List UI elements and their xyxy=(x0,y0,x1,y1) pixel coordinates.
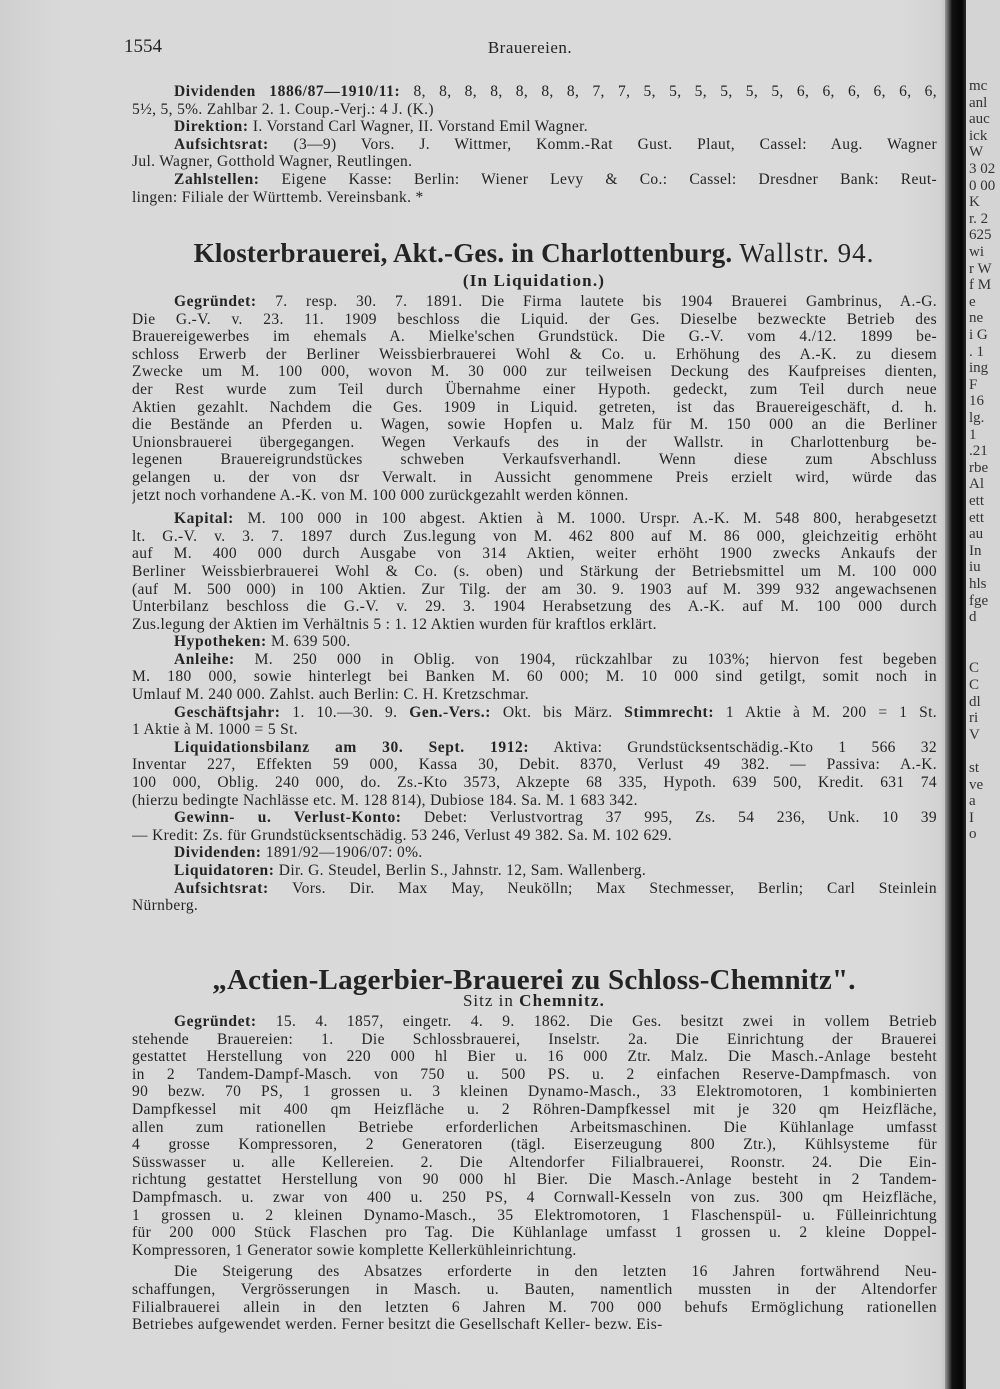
page-fragment: dl xyxy=(969,693,981,710)
page-fragment: wi xyxy=(969,244,984,260)
field-value: Okt. bis März. xyxy=(502,703,613,721)
field-value: Die Steigerung des Absatzes erforderte in den letzten 16 Jahren fortwährend Neu- xyxy=(174,1263,937,1281)
field-label: Gegründet: xyxy=(174,293,257,310)
text-line: Unterbilanz beschloss die G.-V. v. 29. 3. 1904 Herabsetzung des A.-K. auf M. 100 000 durch xyxy=(132,598,937,616)
paragraph-first-line xyxy=(132,880,937,898)
text-line: jetzt noch vorhandene A.-K. von M. 100 000 zurückgezahlt werden können. xyxy=(132,486,629,504)
field-label: Dividenden 1886/87—1910/11: xyxy=(174,83,401,100)
text-line: Umlauf M. 240 000. Zahlst. auch Berlin: C. H. Kretzschmar. xyxy=(132,686,529,704)
field-label: Stimmrecht: xyxy=(624,703,715,721)
paragraph-first-line xyxy=(132,171,937,189)
paragraph xyxy=(132,880,937,915)
page-fragment: ick xyxy=(969,127,988,144)
paragraph-first-line xyxy=(132,651,937,669)
section-subtitle-liquidation xyxy=(128,271,940,291)
paragraph-first-line xyxy=(132,844,937,862)
paragraph-first-line xyxy=(132,1263,937,1281)
text-line: Dampfkessel mit 400 qm Heizfläche u. 2 Röhren-Dampfkessel mit je 320 qm Heizfläche, xyxy=(132,1100,937,1118)
paragraph xyxy=(132,739,937,809)
paragraph xyxy=(132,1263,937,1333)
page-fragment: 1 xyxy=(969,426,977,443)
section-title-klosterbrauerei xyxy=(128,238,940,269)
adjacent-page-edge xyxy=(966,0,1000,1389)
field-label: Geschäftsjahr: xyxy=(174,703,281,721)
page-fragment: ri xyxy=(969,710,979,727)
page-fragment: In xyxy=(969,542,982,559)
text-line: 5½, 5, 5%. Zahlbar 2. 1. Coup.-Verj.: 4 J. (K.) xyxy=(132,100,434,118)
page-fragment: lg. xyxy=(969,410,985,426)
text-line: Inventar 227, Effekten 59 000, Kassa 30, Debit. 8370, Verlust 49 382. — Passiva: A.-K. xyxy=(132,756,937,774)
field-value: I. Vorstand Carl Wagner, II. Vorstand Emil Wagner. xyxy=(252,118,588,136)
text-line: 4 grosse Kompressoren, 2 Generatoren (tägl. Eiserzeugung 800 Ztr.), Kühlsysteme für xyxy=(132,1136,937,1154)
page-fragment: 3 02 xyxy=(969,161,996,177)
page-fragment: mc xyxy=(969,78,988,94)
paragraph-first-line xyxy=(132,1013,937,1031)
schloss-chemnitz-entry xyxy=(132,1013,937,1334)
field-value: Debet: Verlustvortrag 37 995, Zs. 54 236, Unk. 10 39 xyxy=(424,809,937,827)
text-line: Betriebes aufgewendet werden. Ferner besitzt die Gesellschaft Keller- bezw. Eis- xyxy=(132,1316,663,1334)
field-value: 8, 8, 8, 8, 8, 8, 8, 7, 7, 5, 5, 5, 5, 5, 5, 6, 6, 6, 6, 6, 6, xyxy=(413,83,937,100)
text-line: Brauereigewerbes im ehemals A. Mielke'schen Grundstück. Die G.-V. vom 4./12. 1899 be- xyxy=(132,328,937,346)
text-line: der Rest wurde zum Teil durch Übernahme einer Hypoth. gedeckt, zum Teil durch neue xyxy=(132,380,937,398)
text-line: Dampfmasch. u. zwar von 400 u. 250 PS, 4 Cornwall-Kesseln von zus. 300 qm Heizfläche, xyxy=(132,1188,937,1206)
paragraph-first-line xyxy=(132,809,937,827)
page-fragment: 625 xyxy=(969,227,992,244)
liquidation-note: (In Liquidation.) xyxy=(462,271,606,290)
page-fragment: . 1 xyxy=(969,343,984,360)
text-line: Zwecke um M. 100 000, wovon M. 30 000 zur teilweisen Deckung des Kaufpreises dienten, xyxy=(132,363,937,381)
text-line: schaffungen, Vergrösserungen in Masch. u. Bauten, namentlich mussten in der Altendorfer xyxy=(132,1280,937,1298)
page-fragment: rbe xyxy=(969,459,989,476)
paragraph xyxy=(132,633,937,651)
page-number: 1554 xyxy=(124,36,162,57)
wagner-brewery-entry-continued xyxy=(132,83,937,206)
page-fragment: anl xyxy=(969,94,988,111)
text-line: in 2 Tandem-Dampf-Masch. von 750 u. 500 PS. u. 2 einfachen Reserve-Dampfmasch. von xyxy=(132,1065,937,1083)
text-line: allen zum rationellen Betriebe erforderlichen Arbeitsmaschinen. Die Kühlanlage umfasst xyxy=(132,1118,937,1136)
paragraph xyxy=(132,1013,937,1259)
text-line: Süsswasser u. alle Kellereien. 2. Die Altendorfer Filialbrauerei, Roonstr. 24. Die Ein- xyxy=(132,1153,937,1171)
page-fragment: ett xyxy=(969,493,984,509)
field-label: Gewinn- u. Verlust-Konto: xyxy=(174,809,402,827)
field-label: Zahlstellen: xyxy=(174,170,260,188)
field-value: M. 250 000 in Oblig. von 1904, rückzahlbar zu 103%; hiervon fest begeben xyxy=(254,650,937,668)
page-fragment: ne xyxy=(969,310,984,327)
text-line: auf M. 400 000 durch Ausgabe von 314 Aktien, weiter erhöht 1900 zwecks Ankaufs der xyxy=(132,545,937,563)
page-fragment: st xyxy=(969,760,980,776)
page-fragment: o xyxy=(969,826,977,843)
field-value: Eigene Kasse: Berlin: Wiener Levy & Co.: Cassel: Dresdner Bank: Reut- xyxy=(281,170,937,188)
field-value: 1891/92—1906/07: 0%. xyxy=(265,844,423,862)
field-label: Anleihe: xyxy=(174,650,235,668)
page-fragment: 0 00 xyxy=(969,177,996,194)
text-line: Die G.-V. v. 23. 11. 1909 beschloss die Liquid. der Ges. Dieselbe bezweckte Betrieb des xyxy=(132,310,937,328)
text-line: schloss Erwerb der Berliner Weissbierbrauerei Wohl & Co. u. Erhöhung des A.-K. zu diesem xyxy=(132,345,937,363)
paragraph xyxy=(132,118,937,136)
page-fragment: i G xyxy=(969,327,988,343)
paragraph-first-line xyxy=(132,136,937,154)
field-value: (3—9) Vors. J. Wittmer, Komm.-Rat Gust. Plaut, Cassel: Aug. Wagner xyxy=(293,135,937,153)
text-line: lt. G.-V. v. 3. 7. 1897 durch Zus.legung von M. 462 800 auf M. 86 000, gleichzeitig erhöht xyxy=(132,527,937,545)
field-label: Liquidatoren: xyxy=(174,862,275,879)
page-fragment: fge xyxy=(969,592,989,609)
field-label: Direktion: xyxy=(174,118,249,136)
page-fragment: ett xyxy=(969,509,984,526)
text-line: Aktien gezahlt. Nachdem die Ges. 1909 in Liquid. getreten, ist das Brauereigeschäft, d. h. xyxy=(132,398,937,416)
text-line: (hierzu bedingte Nachlässe etc. M. 128 814), Dubiose 184. Sa. M. 1 683 342. xyxy=(132,791,638,809)
seat-city: Chemnitz. xyxy=(519,991,606,1010)
field-label: Kapital: xyxy=(174,510,234,528)
klosterbrauerei-entry xyxy=(132,293,937,915)
page-fragment: C xyxy=(969,660,980,677)
field-label: Dividenden: xyxy=(174,844,262,862)
page-fragment: f M xyxy=(969,277,992,294)
field-value: M. 100 000 in 100 abgest. Aktien à M. 1000. Urspr. A.-K. M. 548 800, herabgesetzt xyxy=(247,510,937,528)
text-line: 100 000, Oblig. 240 000, do. Zs.-Kto 3573, Akzepte 68 335, Hypoth. 639 500, Kredit. 631 74 xyxy=(132,774,937,792)
text-line: 90 bezw. 70 PS, 1 grossen u. 3 kleinen Dynamo-Masch., 33 Elektromotoren, 1 kombinierten xyxy=(132,1083,937,1101)
text-line: 1 Aktie à M. 1000 = 5 St. xyxy=(132,721,299,739)
page-fragment: auc xyxy=(969,111,990,128)
text-line: die Bestände an Pferden u. Wagen, sowie Hopfen u. Malz für M. 150 000 an die Berliner xyxy=(132,416,937,434)
text-line: Berliner Weissbierbrauerei Wohl & Co. (s. oben) und Stärkung der Betriebsmittel um M. 100 000 xyxy=(132,562,937,580)
paragraph xyxy=(132,171,937,206)
text-line: Jul. Wagner, Gotthold Wagner, Reutlingen. xyxy=(132,153,413,171)
paragraph-first-line xyxy=(132,510,937,528)
text-line: Zus.legung der Aktien im Verhältnis 5 : 1. 12 Aktien wurden für kraftlos erklärt. xyxy=(132,615,657,633)
text-line: Unionsbrauerei übergegangen. Wegen Verkaufs des in der Wallstr. in Charlottenburg be- xyxy=(132,433,937,451)
section-subtitle-seat xyxy=(128,991,940,1011)
page-fragment: .21 xyxy=(969,443,988,460)
page-fragment: 16 xyxy=(969,393,984,410)
page-fragment: iu xyxy=(969,559,981,576)
text-line: (auf M. 500 000) in 100 Aktien. Zur Tilg. der am 30. 9. 1903 auf M. 399 932 angewachsenen xyxy=(132,580,937,598)
text-line: — Kredit: Zs. für Grundstücksentschädig. 53 246, Verlust 49 382. Sa. M. 102 629. xyxy=(132,826,673,844)
page-fragment: e xyxy=(969,293,976,310)
text-line: gelangen u. der von dsr Verwalt. in Aussicht genommene Preis erzielt wird, würde das xyxy=(132,468,937,486)
page-fragment: a xyxy=(969,793,976,810)
field-label: Gen.-Vers.: xyxy=(409,703,491,721)
page-fragment: K xyxy=(969,194,980,211)
page-header xyxy=(124,36,936,60)
paragraph-first-line xyxy=(132,118,937,136)
paragraph xyxy=(132,136,937,171)
text-line: Kompressoren, 1 Generator sowie komplette Kellerkühleinrichtung. xyxy=(132,1241,577,1259)
page-fragment: Al xyxy=(969,476,984,493)
page-fragment: r W xyxy=(969,260,992,277)
paragraph xyxy=(132,83,937,118)
page-fragment: r. 2 xyxy=(969,210,989,227)
field-label: Aufsichtsrat: xyxy=(174,135,269,153)
paragraph xyxy=(132,809,937,844)
page-fragment: C xyxy=(969,677,980,693)
page-fragment: au xyxy=(969,526,984,543)
page-fragment: F xyxy=(969,376,978,393)
paragraph-first-line xyxy=(132,293,937,311)
paragraph xyxy=(132,293,937,504)
field-label: Gegründet: xyxy=(174,1013,257,1030)
field-label: Liquidationsbilanz am 30. Sept. 1912: xyxy=(174,738,530,756)
page-fragment: ve xyxy=(969,776,984,793)
paragraph-first-line xyxy=(132,862,937,880)
running-title: Brauereien. xyxy=(487,38,573,57)
text-line: Nürnberg. xyxy=(132,897,199,915)
page-fragment: hls xyxy=(969,576,987,592)
page-fragment: I xyxy=(969,809,974,826)
paragraph xyxy=(132,651,937,704)
field-value: Vors. Dir. Max May, Neukölln; Max Stechmesser, Berlin; Carl Steinlein xyxy=(292,879,937,897)
paragraph xyxy=(132,844,937,862)
paragraph-first-line xyxy=(132,83,937,101)
text-line: Filialbrauerei allein in den letzten 6 Jahren M. 700 000 behufs Ermöglichung rationellen xyxy=(132,1298,937,1316)
page-fragment: W xyxy=(969,144,984,161)
field-value: Dir. G. Steudel, Berlin S., Jahnstr. 12, Sam. Wallenberg. xyxy=(278,862,647,879)
text-line: M. 180 000, sowie hinterlegt bei Banken M. 60 000; M. 10 000 sind getilgt, somit noch in xyxy=(132,668,937,686)
text-line: richtung gestattet Herstellung von 90 000 hl Bier. Die Masch.-Anlage besteht in 2 Tandem- xyxy=(132,1171,937,1189)
company-address: Wallstr. 94. xyxy=(739,238,875,268)
field-value: 1. 10.—30. 9. xyxy=(292,703,398,721)
field-label: Aufsichtsrat: xyxy=(174,879,269,897)
field-value: 7. resp. 30. 7. 1891. Die Firma lautete bis 1904 Brauerei Gambrinus, A.-G. xyxy=(275,293,937,310)
paragraph xyxy=(132,510,937,633)
text-line: stehende Brauereien: 1. Die Schlossbrauerei, Inselstr. 2a. Die Einrichtung der Brauerei xyxy=(132,1030,937,1048)
text-line: legenen Brauereigrundstückes schweben Verkaufsverhandl. Wenn diese zum Abschluss xyxy=(132,451,937,469)
field-value: 1 Aktie à M. 200 = 1 St. xyxy=(725,703,937,721)
company-name: „Actien-Lagerbier-Brauerei zu Schloss-Chemnitz". xyxy=(212,964,856,996)
paragraph-first-line xyxy=(132,704,937,722)
paragraph xyxy=(132,704,937,739)
text-line: gestattet Herstellung von 220 000 hl Bier u. 16 000 Ztr. Malz. Die Masch.-Anlage besteht xyxy=(132,1048,937,1066)
seat-label: Sitz in xyxy=(462,991,514,1010)
page-fragment: V xyxy=(969,726,980,743)
paragraph-first-line xyxy=(132,739,937,757)
text-line: 1 grossen u. 2 kleinen Dynamo-Masch., 35 Elektromotoren, 1 Flaschenspül- u. Fülleinrichtung xyxy=(132,1206,937,1224)
field-value: 15. 4. 1857, eingetr. 4. 9. 1862. Die Ges. besitzt zwei in vollem Betrieb xyxy=(275,1013,937,1030)
text-line: für 200 000 Stück Flaschen pro Tag. Die Kühlanlage umfasst 1 grossen u. 2 kleine Doppel- xyxy=(132,1224,937,1242)
page-fragment: ing xyxy=(969,360,989,377)
company-name: Klosterbrauerei, Akt.-Ges. in Charlottenburg. xyxy=(193,238,733,268)
paragraph-first-line xyxy=(132,633,937,651)
field-value: Aktiva: Grundstücksentschädig.-Kto 1 566 32 xyxy=(553,738,937,756)
paragraph xyxy=(132,862,937,880)
text-line: lingen: Filiale der Württemb. Vereinsbank. * xyxy=(132,188,424,206)
field-label: Hypotheken: xyxy=(174,633,267,651)
field-value: M. 639 500. xyxy=(270,633,351,651)
page-fragment: d xyxy=(969,609,977,626)
